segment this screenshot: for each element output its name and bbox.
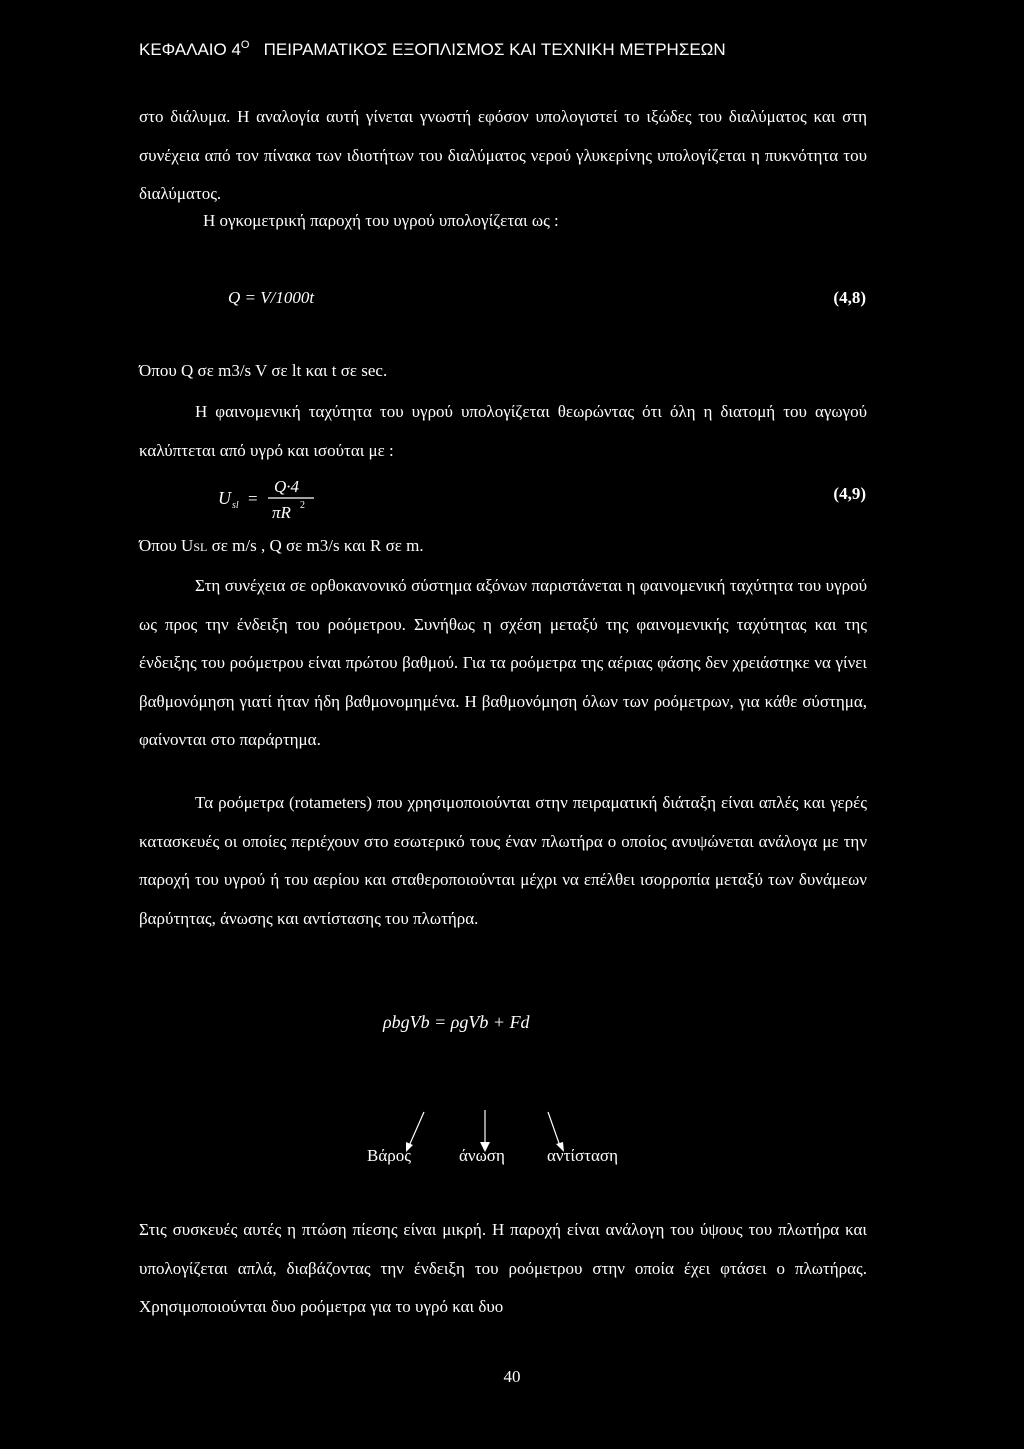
header-superscript: Ο [240, 39, 250, 51]
force-label-drag: αντίσταση [547, 1146, 618, 1165]
paragraph-3 [139, 393, 867, 470]
where2-sub: SL [193, 540, 208, 554]
paragraph-6: Στις συσκευές αυτές η πτώση πίεσης είναι μικρή. Η παροχή είναι ανάλογη του ύψους του πλωτήρα και υπολογίζεται απλά, διαβάζοντας την ένδειξη του ροόμετρου στην οποία έχει φτάσει ο πλωτήρας. Χρησιμοποιούνται δυο ροόμετρα για το υγρό και δυο [139, 1220, 867, 1317]
where2-suffix: σε m/s , Q σε m3/s και R σε m. [207, 536, 424, 555]
paragraph-3-text: Η φαινομενική ταχύτητα του υγρού υπολογίζεται θεωρώντας ότι όλη η διατομή του αγωγού καλύπτεται από υγρό και ισούται με : [139, 402, 867, 460]
header-section: ΠΕΙΡΑΜΑΤΙΚΟΣ ΕΞΟΠΛΙΣΜΟΣ ΚΑΙ ΤΕΧΝΙΚΗ ΜΕΤΡΗΣΕΩΝ [263, 40, 726, 59]
paragraph-1: στο διάλυμα. Η αναλογία αυτή γίνεται γνωστή εφόσον υπολογιστεί το ιξώδες του διαλύματος και στη συνέχεια από τον πίνακα των ιδιοτήτων του διαλύματος νερού γλυκερίνης υπολογίζεται η πυκνότητα του διαλύματος. [139, 107, 867, 204]
force-label-weight: Βάρος [367, 1146, 411, 1165]
equation-4-9 [210, 470, 330, 528]
force-label-buoyancy: άνωση [459, 1146, 505, 1165]
paragraph-4 [139, 567, 867, 760]
header-chapter: ΚΕΦΑΛΑΙΟ 4 [139, 40, 241, 59]
equation-force-balance: ρbgVb = ρgVb + Fd [383, 1012, 530, 1032]
paragraph-5-text: Τα ροόμετρα (rotameters) που χρησιμοποιούνται στην πειραματική διάταξη είναι απλές και γερές κατασκευές οι οποίες περιέχουν στο εσωτερικό τους έναν πλωτήρα ο οποίος ανυψώνεται ανάλογα με την παροχή του υγρού ή του αερίου και σταθεροποιούνται μέχρι να επέλθει ισορροπία μεταξύ των δυνάμεων βαρύτητας, άνωσης και αντίστασης του πλωτήρα. [139, 793, 867, 928]
weight-arrow [409, 1112, 424, 1146]
paragraph-4-text: Στη συνέχεια σε ορθοκανονικό σύστημα αξόνων παριστάνεται η φαινομενική ταχύτητα του υγρού ως προς την ένδειξη του ροόμετρου. Συνήθως η σχέση μεταξύ της φαινομενικής ταχύτητας και της ένδειξης του ροόμετρου είναι πρώτου βαθμού. Για τα ροόμετρα της αέριας φάσης δεν χρειάστηκε να γίνει βαθμονόμηση γιατί ήταν ήδη βαθμονομημένα. Η βαθμονόμηση όλων των ροόμετρων, για κάθε σύστημα, φαίνονται στο παράρτημα. [139, 576, 867, 750]
eq2-denominator-exp: 2 [300, 500, 305, 511]
eq2-lhs-sub: sl [232, 500, 239, 511]
where-clause-1: Όπου Q σε m3/s V σε lt και t σε sec. [139, 361, 388, 380]
where2-prefix: Όπου U [139, 536, 194, 555]
page-header [139, 40, 726, 60]
eq2-denominator: πR [272, 503, 291, 522]
equation-number-4-8: (4,8) [833, 288, 866, 307]
equation-4-8: Q = V/1000t [228, 288, 315, 307]
paragraph-2: Η ογκομετρική παροχή του υγρού υπολογίζεται ως : [203, 211, 559, 230]
eq2-numerator: Q·4 [274, 477, 300, 496]
page-number: 40 [503, 1367, 521, 1386]
paragraph-5 [139, 784, 867, 938]
equation-number-4-9: (4,9) [833, 484, 866, 503]
where-clause-2 [139, 536, 424, 556]
drag-arrow [548, 1112, 560, 1146]
eq2-equals: = [248, 489, 258, 508]
eq2-lhs: U [218, 488, 231, 508]
